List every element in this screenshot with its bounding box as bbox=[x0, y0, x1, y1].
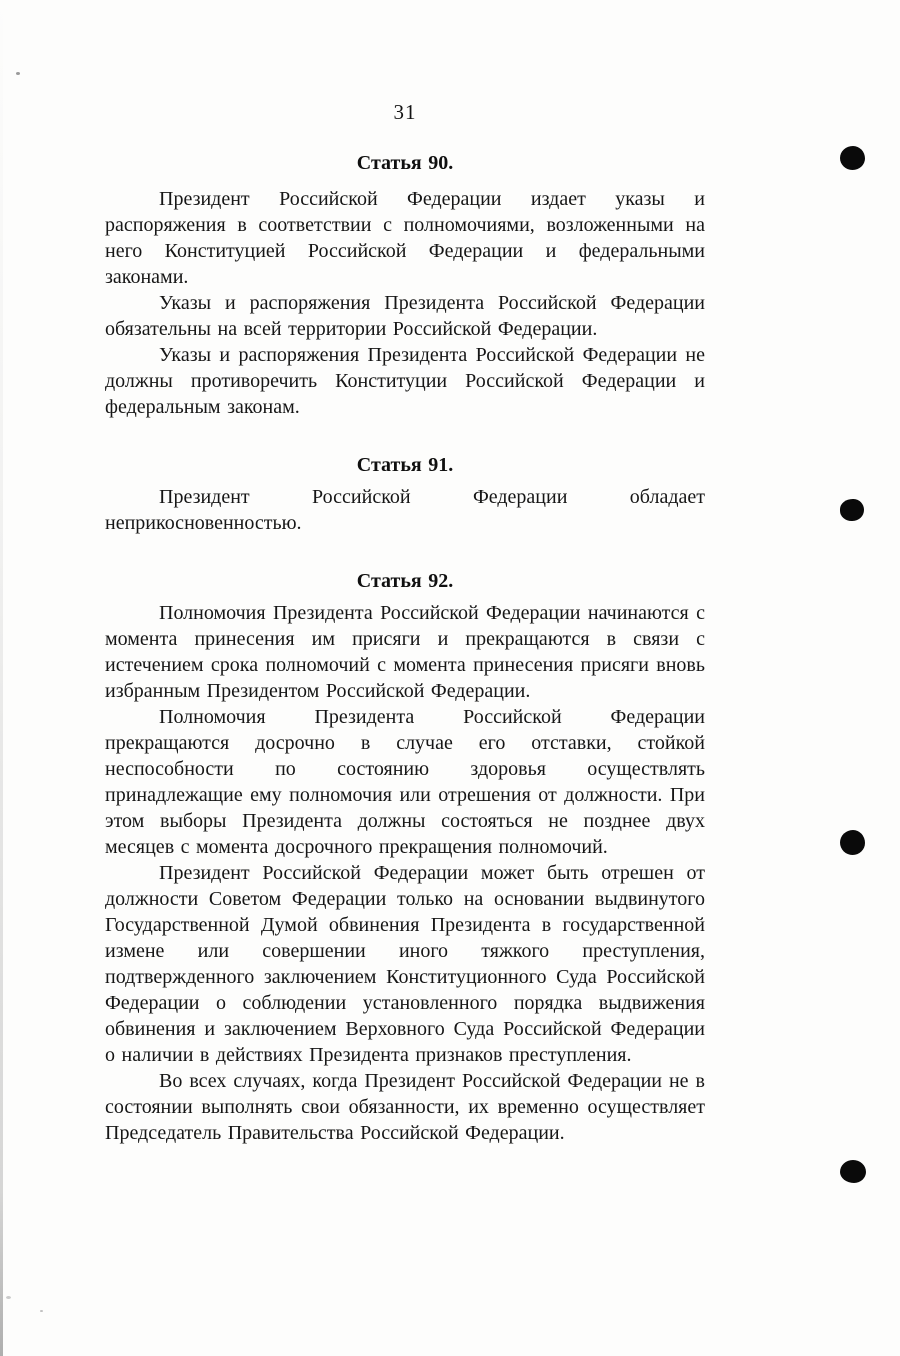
article-92-paragraph-4: Во всех случаях, когда Президент Российской Федерации не в состоянии выполнять свои обязанности, их временно осуществляет Председатель Правительства Российской Федерации. bbox=[105, 1070, 705, 1144]
article-90-heading: Статья 90. bbox=[356, 152, 454, 174]
article-92-paragraph-1: Полномочия Президента Российской Федерации начинаются с момента принесения им присяги и прекращаются в связи с истечением срока полномочий с момента принесения присяги вновь избранным Президентом Российской Федерации. bbox=[105, 602, 705, 702]
scan-speck bbox=[40, 1310, 43, 1312]
article-90-paragraph-1: Президент Российской Федерации издает указы и распоряжения в соответствии с полномочиями, возложенными на него Конституцией Российской Федерации и федеральными законами. bbox=[105, 188, 705, 288]
article-90-paragraph-3: Указы и распоряжения Президента Российской Федерации не должны противоречить Конституции Российской Федерации и федеральным законам. bbox=[105, 344, 705, 418]
binding-hole-dot bbox=[840, 146, 865, 170]
binding-hole-dot bbox=[840, 499, 864, 521]
scan-edge-shadow bbox=[0, 0, 3, 1356]
page-number: 31 bbox=[393, 100, 417, 124]
text-column bbox=[105, 150, 705, 1146]
binding-hole-dot bbox=[840, 1160, 866, 1183]
scan-speck bbox=[6, 1296, 11, 1299]
scan-speck bbox=[16, 72, 20, 75]
binding-hole-dot bbox=[840, 830, 865, 855]
article-91-heading: Статья 91. bbox=[356, 454, 454, 476]
article-92 bbox=[105, 568, 705, 1146]
article-91 bbox=[105, 452, 705, 536]
article-91-paragraph-1: Президент Российской Федерации обладает неприкосновенностью. bbox=[105, 486, 705, 534]
article-92-paragraph-2: Полномочия Президента Российской Федерации прекращаются досрочно в случае его отставки, стойкой неспособности по состоянию здоровья осуществлять принадлежащие ему полномочия или отрешения от должности. При этом выборы Президента должны состояться не позднее двух месяцев с момента досрочного прекращения полномочий. bbox=[105, 706, 705, 858]
article-92-paragraph-3: Президент Российской Федерации может быть отрешен от должности Советом Федерации только на основании выдвинутого Государственной Думой обвинения Президента в государственной измене или совершении иного тяжкого преступления, подтвержденного заключением Конституционного Суда Российской Федерации о соблюдении установленного порядка выдвижения обвинения и заключением Верховного Суда Российской Федерации о наличии в действиях Президента признаков преступления. bbox=[105, 862, 705, 1066]
article-92-heading: Статья 92. bbox=[356, 570, 454, 592]
article-90 bbox=[105, 150, 705, 420]
article-90-paragraph-2: Указы и распоряжения Президента Российской Федерации обязательны на всей территории Российской Федерации. bbox=[105, 292, 705, 340]
